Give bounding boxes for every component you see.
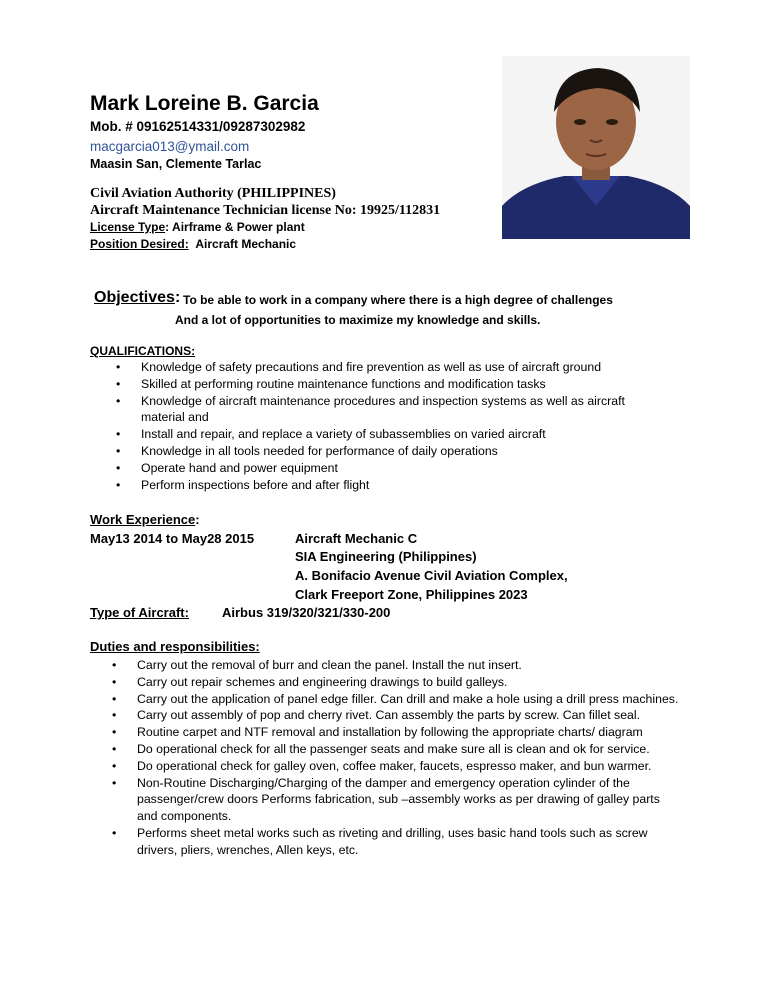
applicant-name: Mark Loreine B. Garcia — [90, 92, 319, 115]
company-address-1: A. Bonifacio Avenue Civil Aviation Complex, — [295, 568, 568, 583]
list-item: • Knowledge of safety precautions and fire prevention as well as use of aircraft ground — [116, 359, 656, 376]
list-item: • Non-Routine Discharging/Charging of the damper and emergency operation cylinder of the passenger/crew doors Performs fabrication, sub –assembly works as per drawing of galley parts and components. — [112, 775, 682, 825]
duties-list — [112, 657, 682, 859]
duties-heading: Duties and responsibilities: — [90, 639, 260, 654]
authority-title: Civil Aviation Authority (PHILIPPINES) — [90, 186, 336, 201]
home-address: Maasin San, Clemente Tarlac — [90, 157, 262, 171]
work-experience-colon: : — [195, 512, 200, 527]
work-experience-heading — [90, 512, 200, 527]
objective-line-2: And a lot of opportunities to maximize my knowledge and skills. — [175, 313, 541, 327]
objectives-label: Objectives — [94, 289, 175, 306]
license-type-label: License Type — [90, 220, 166, 234]
list-item: • Routine carpet and NTF removal and installation by following the appropriate charts/ diagram — [112, 724, 682, 741]
position-value: Aircraft Mechanic — [195, 237, 297, 251]
list-item: • Skilled at performing routine maintenance functions and modification tasks — [116, 376, 656, 393]
license-type-value: : Airframe & Power plant — [165, 220, 305, 234]
job-position: Aircraft Mechanic C — [295, 531, 418, 546]
list-item: • Carry out assembly of pop and cherry rivet. Can assembly the parts by screw. Can fillet seal. — [112, 707, 682, 724]
list-item: • Performs sheet metal works such as riveting and drilling, uses basic hand tools such as screw drivers, pliers, wrenches, Allen keys, etc. — [112, 825, 682, 859]
objectives-colon: : — [174, 289, 181, 306]
list-item: • Do operational check for all the passenger seats and make sure all is clean and ok for service. — [112, 741, 682, 758]
list-item: • Carry out repair schemes and engineering drawings to build galleys. — [112, 674, 682, 691]
position-label: Position Desired: — [90, 237, 189, 251]
list-item: • Do operational check for galley oven, coffee maker, faucets, espresso maker, and bun warmer. — [112, 758, 682, 775]
mobile-number: Mob. # 09162514331/09287302982 — [90, 119, 306, 134]
employment-dates: May13 2014 to May28 2015 — [90, 531, 255, 546]
license-number: Aircraft Maintenance Technician license No: 19925/112831 — [90, 203, 441, 218]
license-type — [90, 220, 305, 234]
list-item: • Perform inspections before and after flight — [116, 477, 656, 494]
position-desired — [90, 237, 296, 251]
aircraft-type-label: Type of Aircraft: — [90, 605, 189, 620]
work-experience-label: Work Experience — [90, 512, 196, 527]
company-name: SIA Engineering (Philippines) — [295, 549, 477, 564]
objective-line-1: To be able to work in a company where there is a high degree of challenges — [183, 293, 613, 307]
aircraft-type-value: Airbus 319/320/321/330-200 — [222, 605, 391, 620]
list-item: • Operate hand and power equipment — [116, 460, 656, 477]
applicant-photo — [502, 56, 690, 239]
list-item: • Carry out the removal of burr and clean the panel. Install the nut insert. — [112, 657, 682, 674]
company-address-2: Clark Freeport Zone, Philippines 2023 — [295, 587, 528, 602]
list-item: • Carry out the application of panel edge filler. Can drill and make a hole using a drill press machines. — [112, 691, 682, 708]
objectives-heading — [94, 289, 180, 307]
email-address[interactable]: macgarcia013@ymail.com — [90, 139, 250, 154]
qualifications-list — [116, 359, 656, 493]
qualifications-heading: QUALIFICATIONS: — [90, 344, 196, 358]
list-item: • Knowledge in all tools needed for performance of daily operations — [116, 443, 656, 460]
list-item: • Install and repair, and replace a variety of subassemblies on varied aircraft — [116, 426, 656, 443]
list-item: • Knowledge of aircraft maintenance procedures and inspection systems as well as aircraft material and — [116, 393, 656, 427]
